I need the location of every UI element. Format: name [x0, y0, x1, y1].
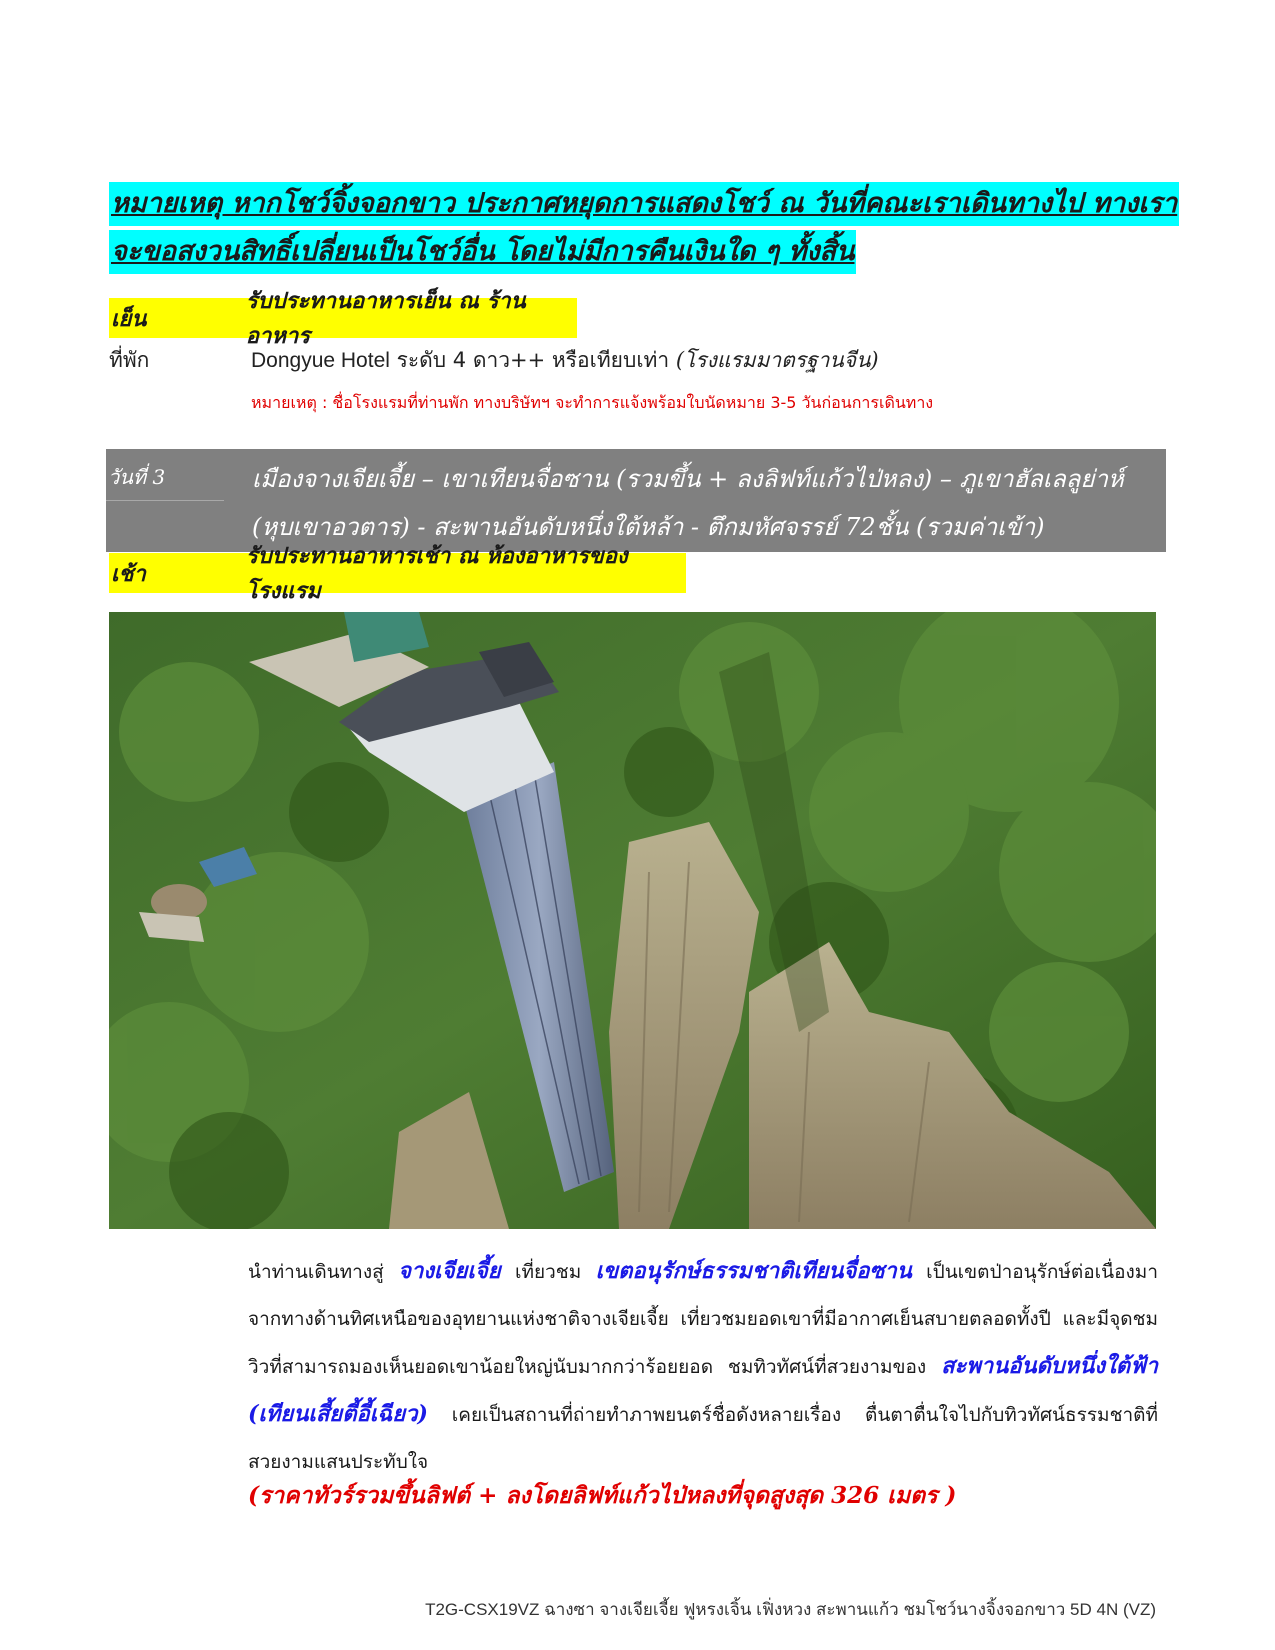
breakfast-text: รับประทานอาหารเช้า ณ ห้องอาหารของโรงแรม — [245, 543, 628, 604]
hotel-level: ระดับ 4 ดาว++ หรือเทียบเท่า — [389, 348, 676, 372]
bailong-elevator-photo — [109, 612, 1156, 1229]
notice-line-2: จะขอสงวนสิทธิ์เปลี่ยนเป็นโชว์อื่น โดยไม่มีการคืนเงินใด ๆ ทั้งสิ้น — [109, 230, 856, 274]
dinner-row — [109, 288, 577, 349]
notice-line-1: หมายเหตุ หากโชว์จิ้งจอกขาว ประกาศหยุดการแสดงโชว์ ณ วันที่คณะเราเดินทางไป ทางเรา — [109, 182, 1179, 226]
day-header-divider — [106, 500, 224, 501]
notice-block — [109, 182, 1178, 274]
breakfast-row — [109, 543, 686, 604]
day-title-line-2: (หุบเขาอวตาร) - สะพานอันดับหนึ่งใต้หล้า - ตึกมหัศจรรย์ 72ชั้น (รวมค่าเข้า) — [252, 513, 1045, 541]
day-label: วันที่ 3 — [108, 465, 166, 489]
desc-highlight-zhangjiajie: จางเจียเจี้ย — [398, 1258, 501, 1284]
desc-text-2: เที่ยวชม — [500, 1261, 596, 1283]
desc-text-3: เป็นเขตป่าอนุรักษ์ต่อเนื่องมาจากทางด้านทิศเหนือของอุทยานแห่งชาติจางเจียเจี้ย เที่ยวชมยอดเขาที่มีอากาศเย็นสบายตลอดทั้งปี และมีจุดชมวิวที่สามารถมองเห็นยอดเขาน้อยใหญ่นับมากกว่าร้อยยอด ชมทิวทัศน์ที่สวยงามของ — [248, 1261, 1158, 1378]
hotel-name: Dongyue Hotel — [251, 349, 390, 372]
price-note: (ราคาทัวร์รวมขึ้นลิฟต์ + ลงโดยลิฟท์แก้วไป่หลงที่จุดสูงสุด 326 เมตร ) — [248, 1482, 957, 1509]
dinner-label: เย็น — [111, 305, 147, 332]
breakfast-label: เช้า — [111, 560, 146, 587]
day-description — [248, 1248, 1158, 1486]
accommodation-label: ที่พัก — [109, 348, 150, 372]
hotel-note: หมายเหตุ : ชื่อโรงแรมที่ท่านพัก ทางบริษัทฯ จะทำการแจ้งพร้อมใบนัดหมาย 3-5 วันก่อนการเดินทาง — [251, 393, 934, 412]
accommodation-row — [109, 344, 879, 377]
day-header — [106, 449, 1166, 552]
page-footer: T2G-CSX19VZ ฉางซา จางเจียเจี้ย ฟูหรงเจิ้น เฟิ่งหวง สะพานแก้ว ชมโชว์นางจิ้งจอกขาว 5D 4N (VZ) — [425, 1600, 1156, 1619]
desc-text-1: นำท่านเดินทางสู่ — [248, 1261, 399, 1283]
day-title-line-1: เมืองจางเจียเจี้ย – เขาเทียนจื่อซาน (รวมขึ้น + ลงลิฟท์แก้วไป่หลง) – ภูเขาฮัลเลลูย่าห์ — [252, 465, 1124, 493]
desc-text-4: เคยเป็นสถานที่ถ่ายทำภาพยนตร์ชื่อดังหลายเรื่อง ตื่นตาตื่นใจไปกับทิวทัศน์ธรรมชาติที่สวยงามแสนประทับใจ — [248, 1404, 1158, 1473]
dinner-text: รับประทานอาหารเย็น ณ ร้านอาหาร — [245, 288, 526, 349]
desc-highlight-bridge: สะพานอันดับหนึ่งใต้ฟ้า (เทียนเสี้ยตี้อี้เฉียว) — [248, 1353, 1158, 1427]
desc-highlight-tianzi: เขตอนุรักษ์ธรรมชาติเทียนจื่อซาน — [595, 1258, 912, 1284]
hotel-standard: (โรงแรมมาตรฐานจีน) — [675, 348, 879, 372]
